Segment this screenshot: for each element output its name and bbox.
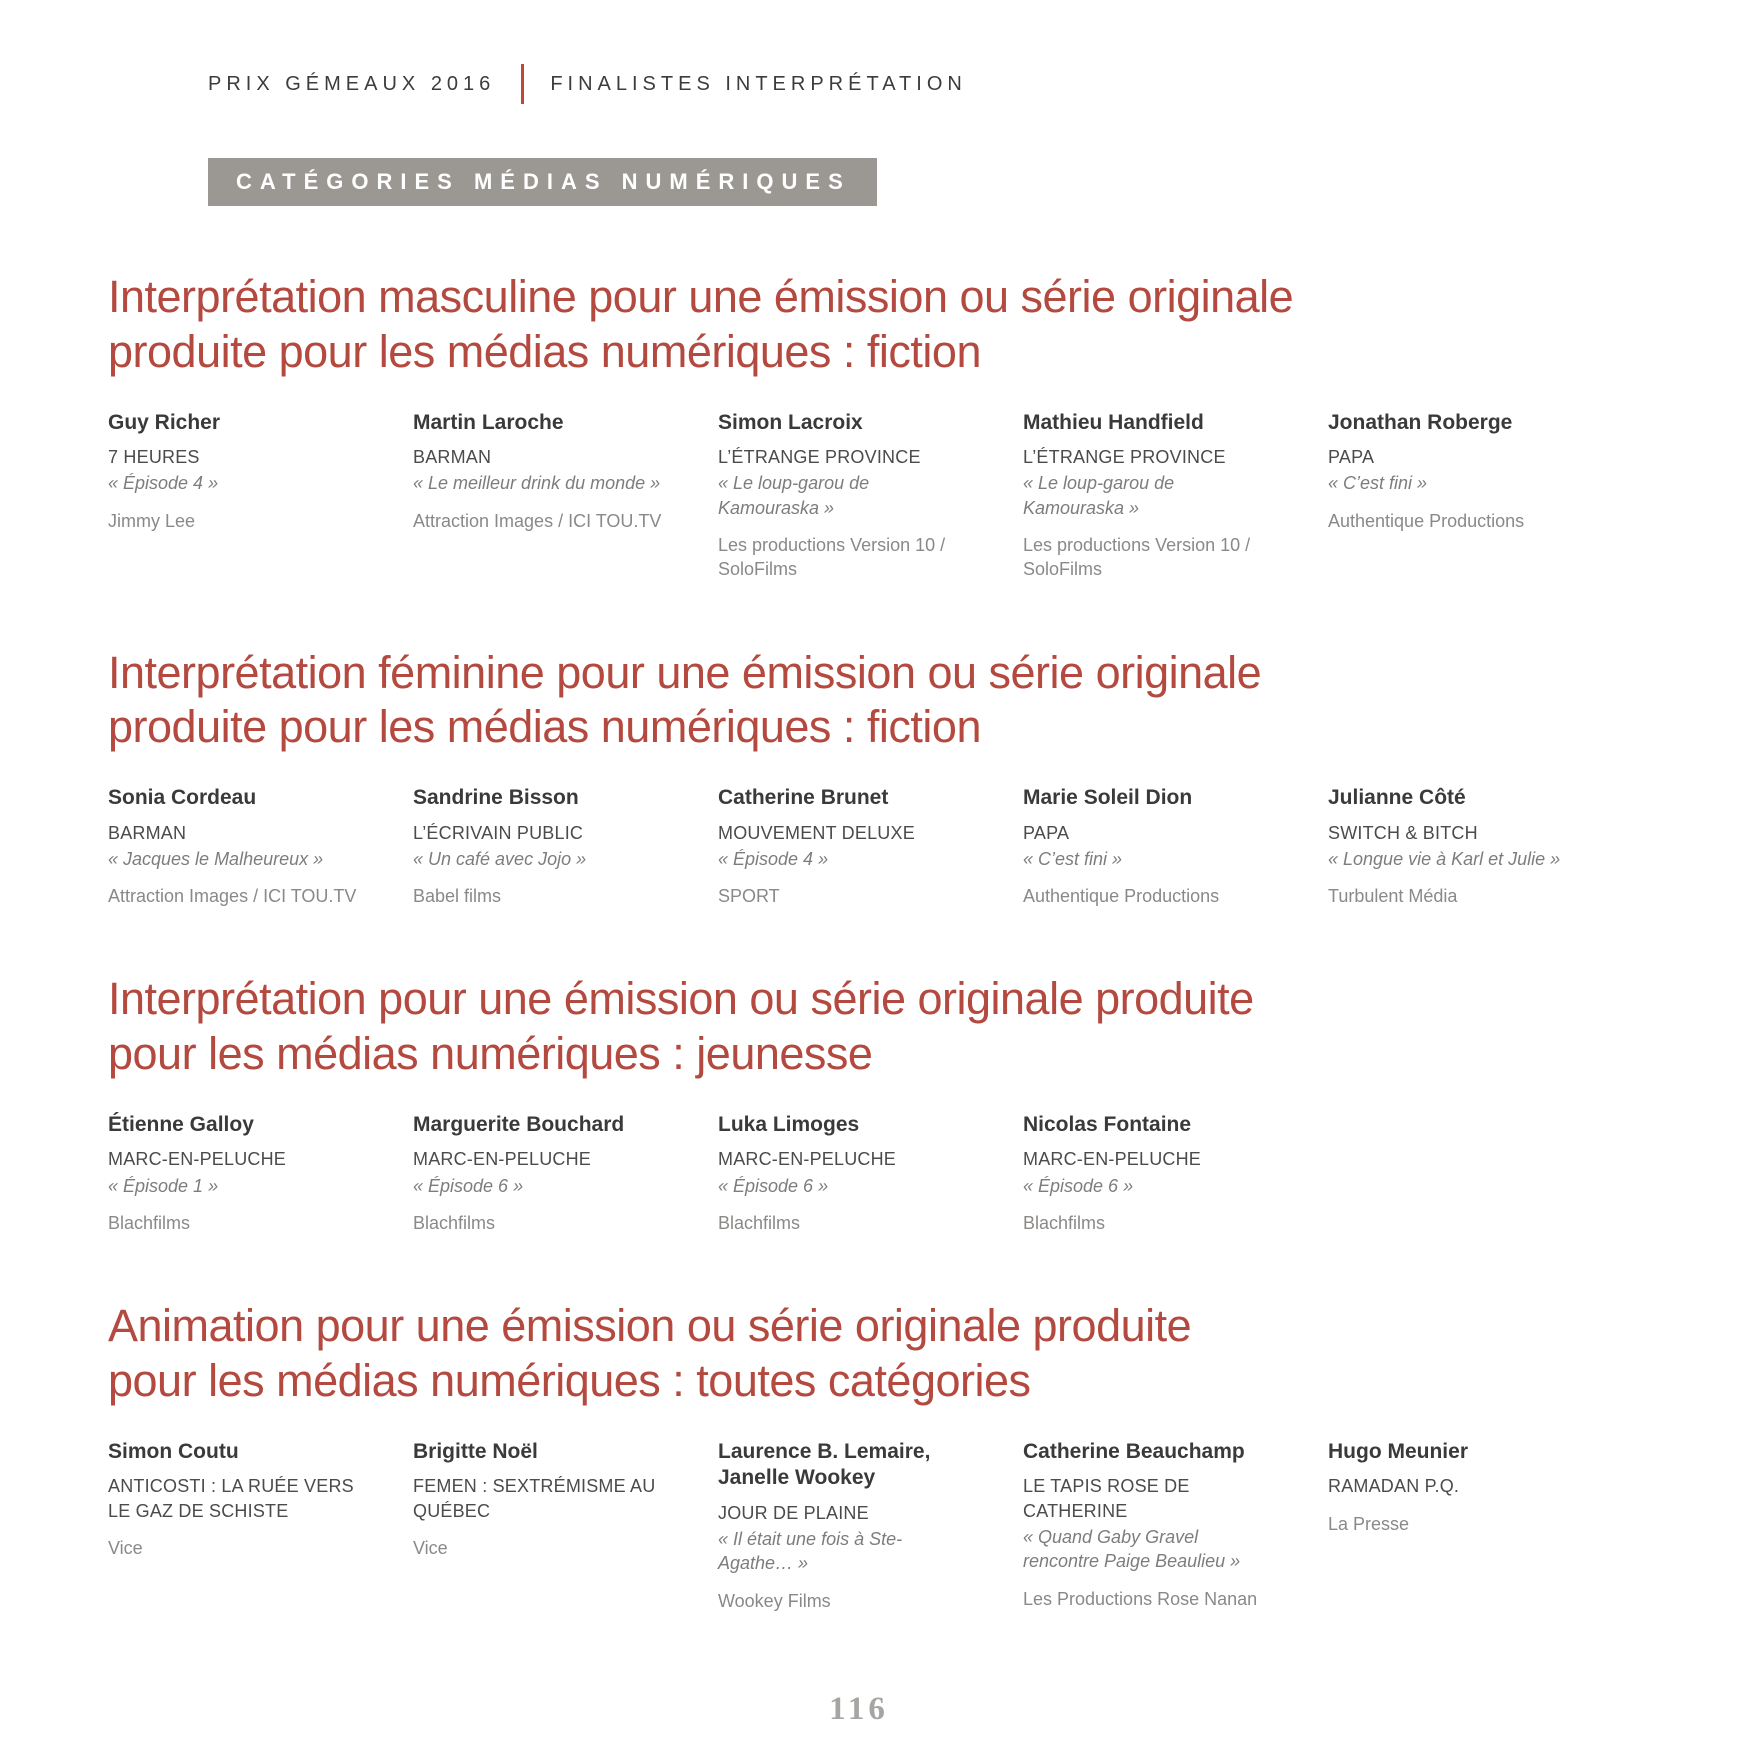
- finalist-entry: [413, 785, 667, 908]
- show-title: L’ÉTRANGE PROVINCE: [718, 447, 921, 468]
- category-title-line: produite pour les médias numériques : fiction: [108, 325, 981, 377]
- episode-title: « C’est fini »: [1328, 473, 1428, 494]
- category-title: [108, 1299, 1610, 1409]
- finalist-entry: [718, 1112, 972, 1235]
- finalist-entry: [718, 1439, 972, 1613]
- show-title: JOUR DE PLAINE: [718, 1502, 869, 1523]
- finalists-row: [108, 1112, 1610, 1235]
- show-title: MARC-EN-PELUCHE: [1023, 1149, 1202, 1170]
- show-title: L’ÉCRIVAIN PUBLIC: [413, 822, 584, 843]
- finalist-name: Étienne Galloy: [108, 1113, 254, 1137]
- producer-name: Attraction Images / ICI TOU.TV: [413, 510, 662, 531]
- finalist-entry: [718, 410, 972, 582]
- finalist-name: Martin Laroche: [413, 410, 564, 434]
- category-title-line: pour les médias numériques : toutes catégories: [108, 1355, 1031, 1407]
- finalist-name: Julianne Côté: [1328, 786, 1466, 810]
- episode-title: « C’est fini »: [1023, 848, 1123, 869]
- show-title: MARC-EN-PELUCHE: [413, 1149, 592, 1170]
- show-title: ANTICOSTI : LA RUÉE VERS LE GAZ DE SCHISTE: [108, 1476, 354, 1521]
- show-title: MOUVEMENT DELUXE: [718, 822, 915, 843]
- finalist-entry: [1328, 785, 1582, 908]
- episode-title: « Il était une fois à Ste-Agathe… »: [718, 1528, 903, 1574]
- finalist-name: Hugo Meunier: [1328, 1440, 1468, 1464]
- finalist-entry: [718, 785, 972, 908]
- producer-name: Blachfilms: [413, 1213, 496, 1234]
- finalists-row: [108, 410, 1610, 582]
- producer-name: Vice: [108, 1537, 143, 1558]
- finalist-name: Catherine Brunet: [718, 786, 889, 810]
- finalist-entry: [1023, 785, 1277, 908]
- episode-title: « Épisode 6 »: [413, 1175, 524, 1196]
- episode-title: « Le loup-garou de Kamouraska »: [718, 473, 870, 518]
- producer-name: Turbulent Média: [1328, 886, 1458, 907]
- finalist-name: Mathieu Handfield: [1023, 410, 1204, 434]
- show-title: RAMADAN P.Q.: [1328, 1476, 1460, 1497]
- episode-title: « Jacques le Malheureux »: [108, 848, 324, 869]
- episode-title: « Épisode 6 »: [1023, 1175, 1134, 1196]
- category-banner: CATÉGORIES MÉDIAS NUMÉRIQUES: [208, 158, 877, 206]
- producer-name: Les productions Version 10 / SoloFilms: [1023, 534, 1251, 580]
- finalist-name: Brigitte Noël: [413, 1440, 538, 1464]
- episode-title: « Épisode 4 »: [108, 473, 219, 494]
- producer-name: Blachfilms: [718, 1213, 801, 1234]
- category-section-jeunesse: [108, 972, 1610, 1235]
- page-footer: [108, 1691, 1610, 1728]
- show-title: SWITCH & BITCH: [1328, 822, 1478, 843]
- category-title: [108, 972, 1610, 1082]
- episode-title: « Épisode 6 »: [718, 1175, 829, 1196]
- finalist-entry: [1328, 410, 1582, 533]
- show-title: PAPA: [1328, 447, 1375, 468]
- finalist-name: Catherine Beauchamp: [1023, 1440, 1245, 1464]
- finalist-entry: [413, 1112, 667, 1235]
- finalist-name: Simon Coutu: [108, 1440, 239, 1464]
- finalist-entry: [108, 1112, 362, 1235]
- episode-title: « Épisode 1 »: [108, 1175, 219, 1196]
- episode-title: « Épisode 4 »: [718, 848, 829, 869]
- producer-name: Les productions Version 10 / SoloFilms: [718, 534, 946, 580]
- finalist-name: Nicolas Fontaine: [1023, 1113, 1192, 1137]
- category-title: [108, 270, 1610, 380]
- producer-name: Vice: [413, 1537, 448, 1558]
- producer-name: Babel films: [413, 886, 502, 907]
- episode-title: « Un café avec Jojo »: [413, 848, 587, 869]
- finalist-entry: [1023, 1439, 1277, 1611]
- finalist-entry: [1023, 1112, 1277, 1235]
- category-section-masculine-fiction: [108, 270, 1610, 582]
- finalists-row: [108, 1439, 1610, 1613]
- category-title-line: Interprétation masculine pour une émission ou série originale: [108, 271, 1294, 322]
- show-title: LE TAPIS ROSE DE CATHERINE: [1023, 1476, 1190, 1521]
- finalist-entry: [1328, 1439, 1582, 1536]
- producer-name: Authentique Productions: [1023, 886, 1220, 907]
- producer-name: Les Productions Rose Nanan: [1023, 1588, 1258, 1609]
- category-section-feminine-fiction: [108, 646, 1610, 909]
- show-title: BARMAN: [413, 447, 492, 468]
- finalist-entry: [108, 410, 362, 533]
- category-section-animation: [108, 1299, 1610, 1612]
- producer-name: Jimmy Lee: [108, 510, 196, 531]
- finalist-entry: [413, 1439, 667, 1560]
- producer-name: Blachfilms: [108, 1213, 191, 1234]
- producer-name: Attraction Images / ICI TOU.TV: [108, 886, 357, 907]
- finalist-entry: [108, 1439, 362, 1560]
- episode-title: « Quand Gaby Gravel rencontre Paige Beaulieu »: [1023, 1526, 1241, 1572]
- finalist-name: Marguerite Bouchard: [413, 1113, 625, 1137]
- episode-title: « Le meilleur drink du monde »: [413, 473, 661, 494]
- producer-name: La Presse: [1328, 1513, 1410, 1534]
- finalist-name: Guy Richer: [108, 410, 221, 434]
- finalist-entry: [108, 785, 362, 908]
- finalist-name: Jonathan Roberge: [1328, 410, 1513, 434]
- producer-name: Blachfilms: [1023, 1213, 1106, 1234]
- category-title-line: Interprétation féminine pour une émission ou série originale: [108, 646, 1262, 698]
- category-title-line: pour les médias numériques : jeunesse: [108, 1028, 873, 1080]
- finalist-name: Sandrine Bisson: [413, 786, 579, 810]
- category-title-line: Interprétation pour une émission ou série originale produite: [108, 973, 1254, 1025]
- producer-name: Wookey Films: [718, 1590, 831, 1611]
- finalist-name: Luka Limoges: [718, 1113, 860, 1137]
- finalist-name: Marie Soleil Dion: [1023, 786, 1193, 810]
- document-header: [208, 64, 1610, 104]
- page-number: 116: [829, 1690, 889, 1727]
- producer-name: SPORT: [718, 886, 780, 907]
- show-title: BARMAN: [108, 822, 187, 843]
- show-title: PAPA: [1023, 822, 1070, 843]
- show-title: L’ÉTRANGE PROVINCE: [1023, 447, 1226, 468]
- show-title: FEMEN : SEXTRÉMISME AU QUÉBEC: [413, 1476, 656, 1521]
- producer-name: Authentique Productions: [1328, 510, 1525, 531]
- finalist-name: Sonia Cordeau: [108, 786, 257, 810]
- header-event-title: PRIX GÉMEAUX 2016: [208, 72, 496, 95]
- category-title-line: produite pour les médias numériques : fiction: [108, 701, 981, 753]
- show-title: MARC-EN-PELUCHE: [108, 1149, 287, 1170]
- finalists-row: [108, 785, 1610, 908]
- show-title: MARC-EN-PELUCHE: [718, 1149, 897, 1170]
- finalist-name: Laurence B. Lemaire, Janelle Wookey: [718, 1440, 931, 1490]
- header-divider: [521, 64, 524, 104]
- show-title: 7 HEURES: [108, 447, 200, 468]
- finalist-name: Simon Lacroix: [718, 410, 863, 434]
- episode-title: « Le loup-garou de Kamouraska »: [1023, 473, 1175, 518]
- header-page-subject: FINALISTES INTERPRÉTATION: [550, 72, 967, 95]
- finalist-entry: [413, 410, 667, 533]
- episode-title: « Longue vie à Karl et Julie »: [1328, 848, 1561, 869]
- category-title: [108, 646, 1610, 756]
- category-title-line: Animation pour une émission ou série originale produite: [108, 1300, 1192, 1352]
- finalist-entry: [1023, 410, 1277, 582]
